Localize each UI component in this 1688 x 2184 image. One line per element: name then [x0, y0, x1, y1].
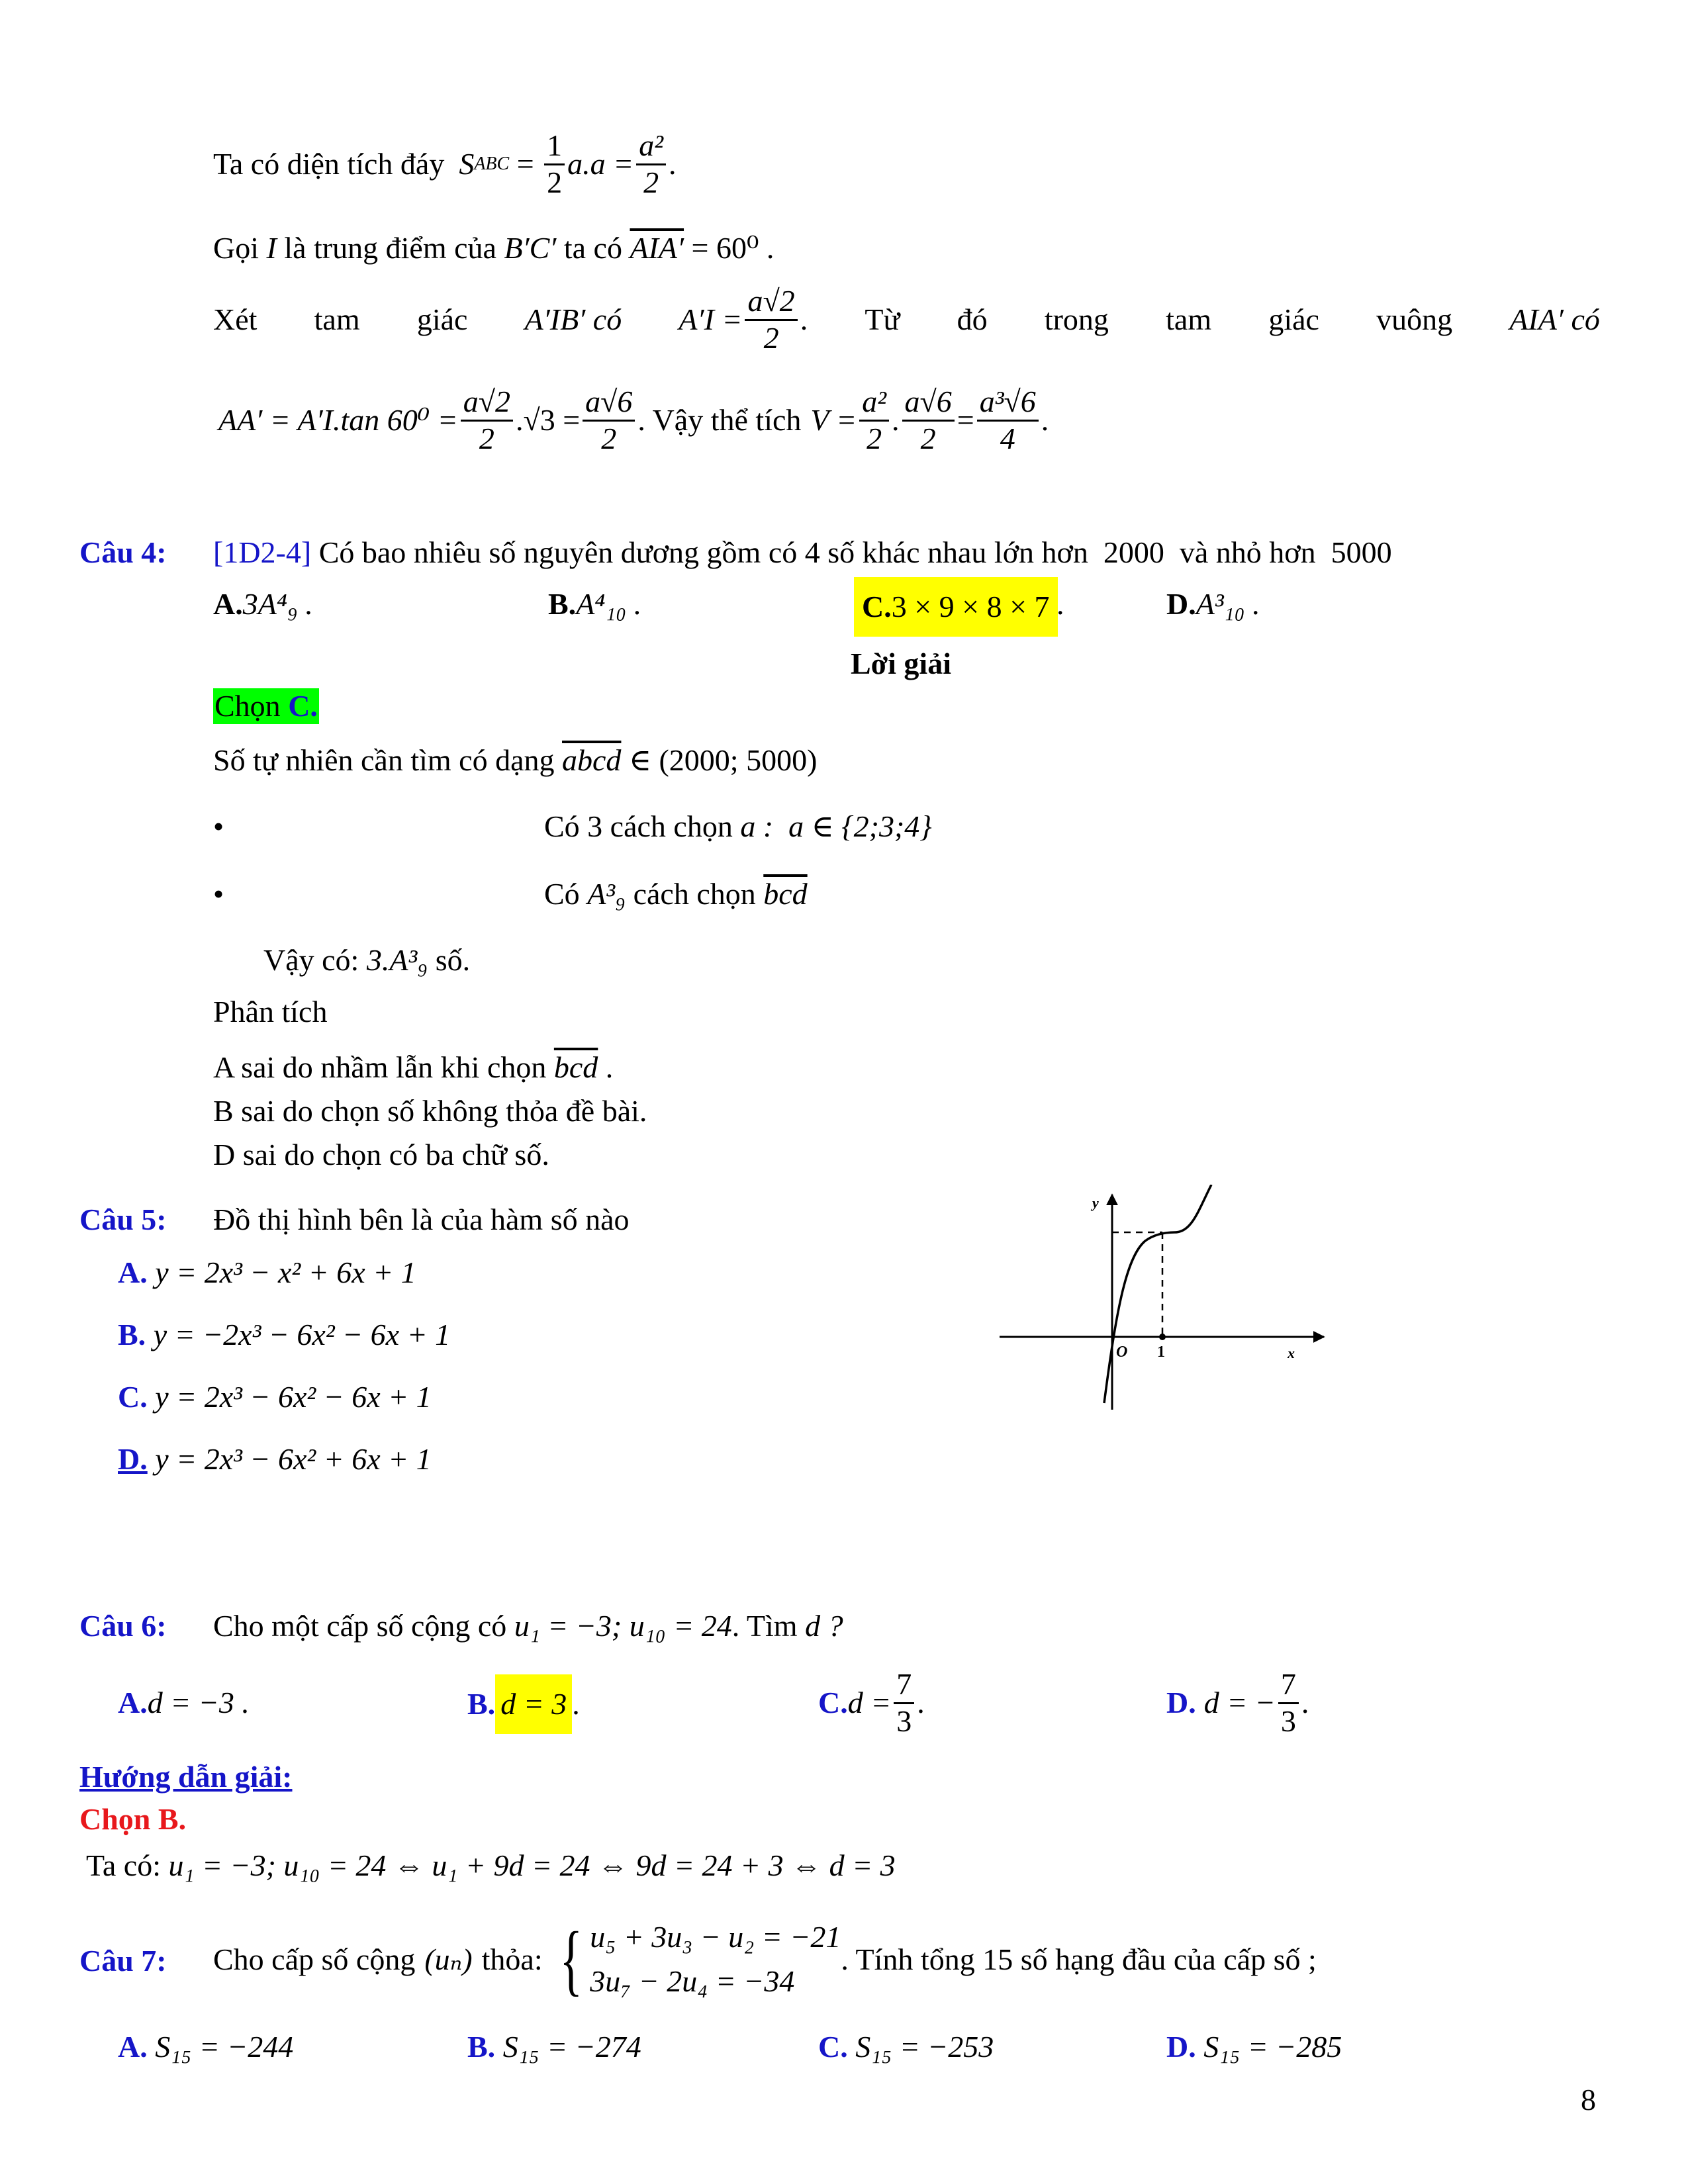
- q4-text: [213, 537, 1392, 568]
- proof-l1-frac1: $\frac{1}{2}$: [544, 128, 565, 201]
- q6-option-d[interactable]: D. d = − $\frac{7}{3}$ .: [1166, 1666, 1309, 1738]
- q4-vay: Vậy có: 3.A³₉ số.: [263, 943, 471, 977]
- proof-l3-v1: đó: [957, 302, 988, 336]
- proof-l3-w1: tam: [314, 302, 360, 336]
- q6-option-b[interactable]: B. d = 3 .: [467, 1673, 580, 1735]
- proof-line-2: [213, 233, 774, 263]
- q7-system-brace: {: [559, 1915, 583, 2003]
- q5-graph: [993, 1185, 1337, 1416]
- proof-l3-v2: trong: [1044, 302, 1109, 336]
- curve: [1104, 1185, 1211, 1403]
- proof-l2-angle: AIA′: [630, 231, 684, 265]
- q4-bullet-2-text: Có A³₉ cách chọn $\overline{bcd}$: [544, 877, 808, 911]
- q4-bullet-1: [213, 811, 224, 842]
- q4-option-c[interactable]: C. 3 × 9 × 8 × 7: [854, 577, 1058, 637]
- bullet-icon: •: [213, 809, 224, 843]
- graph-y-label: y: [1092, 1195, 1099, 1211]
- q4-bullet-1-text: Có 3 cách chọn a : a ∈ {2;3;4}: [544, 809, 932, 843]
- proof-l1-eq: =: [509, 147, 542, 181]
- proof-l2-I: I: [266, 231, 277, 265]
- proof-l4-frac5: $\frac{\text{a³√6}}{4}$: [977, 385, 1039, 457]
- proof-l2-ta: ta có: [563, 231, 622, 265]
- proof-l4-b: .√3 =: [515, 403, 581, 437]
- proof-l3-w4: A′I =: [679, 302, 743, 336]
- proof-l3-w0: Xét: [213, 302, 258, 336]
- q4-question: Có bao nhiêu số nguyên dương gồm có 4 số khác nhau lớn hơn 2000 và nhỏ hơn 5000: [318, 535, 1392, 569]
- q4-option-c-dot: .: [1056, 587, 1064, 621]
- q6-label: Câu 6:: [79, 1609, 167, 1643]
- q5-label: Câu 5:: [79, 1203, 167, 1236]
- q4-analysis-b: B sai do chọn số không thỏa đề bài.: [213, 1094, 647, 1128]
- proof-l4-V: V =: [810, 403, 857, 437]
- q7-system: u₅ + 3u₃ − u₂ = −21 3u₇ − 2u₄ = −34: [590, 1920, 841, 1998]
- proof-l3-w2: giác: [416, 302, 468, 336]
- proof-l4-frac1: $\frac{a√2}{2}$: [461, 385, 513, 457]
- q4-analysis-a: A sai do nhầm lẫn khi chọn $\overline{bcd}$ .: [213, 1050, 614, 1084]
- q5-option-b[interactable]: B. y = −2x³ − 6x² − 6x + 1: [118, 1318, 451, 1351]
- q5-option-c[interactable]: C. y = 2x³ − 6x² − 6x + 1: [118, 1380, 432, 1414]
- proof-l2-seg: B′C′: [504, 231, 557, 265]
- proof-line-3: Xét tam giác A′IB′ có A′I = $\frac{a√2}{2}$ . Từ đó trong tam giác vuông AIA′ có: [213, 283, 1600, 355]
- tick-1-dot: [1159, 1334, 1166, 1340]
- page-number: 8: [1581, 2083, 1596, 2116]
- q7-question: Cho cấp số cộng (uₙ) thỏa: { u₅ + 3u₃ − u₂ = −21 3u₇ − 2u₄ = −34 . Tính tổng 15 số hạng đầu của cấp số ;: [213, 1915, 1317, 2003]
- proof-l3-v5: vuông: [1376, 302, 1453, 336]
- q4-option-b[interactable]: B.A⁴₁₀ .: [548, 587, 642, 621]
- q4-option-d[interactable]: D.A³₁₀ .: [1166, 587, 1260, 621]
- proof-l3-v6: AIA′ có: [1509, 302, 1600, 336]
- q5-option-a[interactable]: A. y = 2x³ − x² + 6x + 1: [118, 1255, 416, 1289]
- q4-s1: Số tự nhiên cần tìm có dạng abcd ∈ (2000; 5000): [213, 743, 818, 777]
- q6-guide: Hướng dẫn giải:: [79, 1760, 293, 1794]
- q7-option-d[interactable]: D. S₁₅ = −285: [1166, 2030, 1342, 2064]
- proof-l2-mid: là trung điểm của: [284, 231, 496, 265]
- graph-origin-label: O: [1116, 1343, 1128, 1361]
- q4-solution-title: Lời giải: [851, 647, 951, 680]
- q4-option-a[interactable]: A.3A⁴₉ .: [213, 587, 313, 621]
- q6-question: Cho một cấp số cộng có u₁ = −3; u₁₀ = 24. Tìm d ?: [213, 1609, 843, 1643]
- q7-option-a[interactable]: A. S₁₅ = −244: [118, 2030, 294, 2064]
- proof-line-4: AA′ = A′I.tan 60⁰ = $\frac{a√2}{2}$ .√3 = $\frac{a√6}{2}$ . Vậy thể tích V = $\frac{\text{a²}}{2}$ . $\frac{a√6}{2}$ = $\frac{\text{a³√6}}{4}$ .: [218, 384, 1049, 455]
- q7-label: Câu 7:: [79, 1944, 167, 1978]
- proof-l3-w3: A′IB′ có: [524, 302, 622, 336]
- q4-bullet-2: [213, 879, 224, 909]
- q7-option-b[interactable]: B. S₁₅ = −274: [467, 2030, 641, 2064]
- proof-l3-v4: giác: [1268, 302, 1319, 336]
- proof-l1-frac2: $\frac{\text{a²}}{2}$: [636, 128, 666, 201]
- proof-l4-c: . Vậy thể tích: [637, 403, 802, 437]
- q4-tag: [1D2-4]: [213, 535, 312, 569]
- proof-l1-S: S: [459, 147, 475, 181]
- q6-option-c[interactable]: C. d = $\frac{7}{3}$ .: [818, 1666, 925, 1738]
- proof-l2-val: = 60⁰ .: [691, 231, 774, 265]
- q6-solution: Ta có: u₁ = −3; u₁₀ = 24 ⇔ u₁ + 9d = 24 ⇔ 9d = 24 + 3 ⇔ d = 3: [86, 1848, 896, 1882]
- q6-chosen: Chọn B.: [79, 1802, 187, 1836]
- q7-option-c[interactable]: C. S₁₅ = −253: [818, 2030, 994, 2064]
- proof-l2-text: Gọi: [213, 231, 259, 265]
- q5-question: Đồ thị hình bên là của hàm số nào: [213, 1203, 630, 1236]
- q6-option-c-frac: $\frac{7}{3}$: [894, 1667, 914, 1739]
- proof-l3-v0: Từ: [865, 302, 900, 336]
- proof-l4-frac3: $\frac{\text{a²}}{2}$: [859, 385, 889, 457]
- graph-x-label: x: [1288, 1345, 1295, 1361]
- proof-l4-a: AA′ = A′I.tan 60⁰ =: [218, 403, 458, 437]
- q6-option-d-frac: $\frac{7}{3}$: [1278, 1667, 1299, 1739]
- proof-l4-frac2: $\frac{a√6}{2}$: [583, 385, 635, 457]
- q4-chosen: Chọn C.: [214, 689, 318, 723]
- proof-l3-frac: $\frac{a√2}{2}$: [745, 284, 797, 356]
- proof-l4-frac4: $\frac{a√6}{2}$: [902, 385, 955, 457]
- bullet-icon: •: [213, 877, 224, 911]
- proof-l3-v3: tam: [1166, 302, 1212, 336]
- proof-l1-mid: a.a =: [567, 147, 634, 181]
- q4-label: Câu 4:: [79, 535, 167, 569]
- q6-option-a[interactable]: A.d = −3 .: [118, 1686, 250, 1719]
- q4-analysis-d: D sai do chọn có ba chữ số.: [213, 1138, 549, 1171]
- q5-option-d[interactable]: D. y = 2x³ − 6x² + 6x + 1: [118, 1442, 432, 1476]
- proof-line-1: Ta có diện tích đáy S ABC = $\frac{1}{2}$ a.a = $\frac{\text{a²}}{2}$ .: [213, 128, 677, 199]
- q4-analysis-title: Phân tích: [213, 995, 328, 1028]
- proof-l1-text: Ta có diện tích đáy: [213, 147, 445, 181]
- graph-tick-label: 1: [1157, 1343, 1165, 1361]
- q4-stem: [79, 537, 167, 568]
